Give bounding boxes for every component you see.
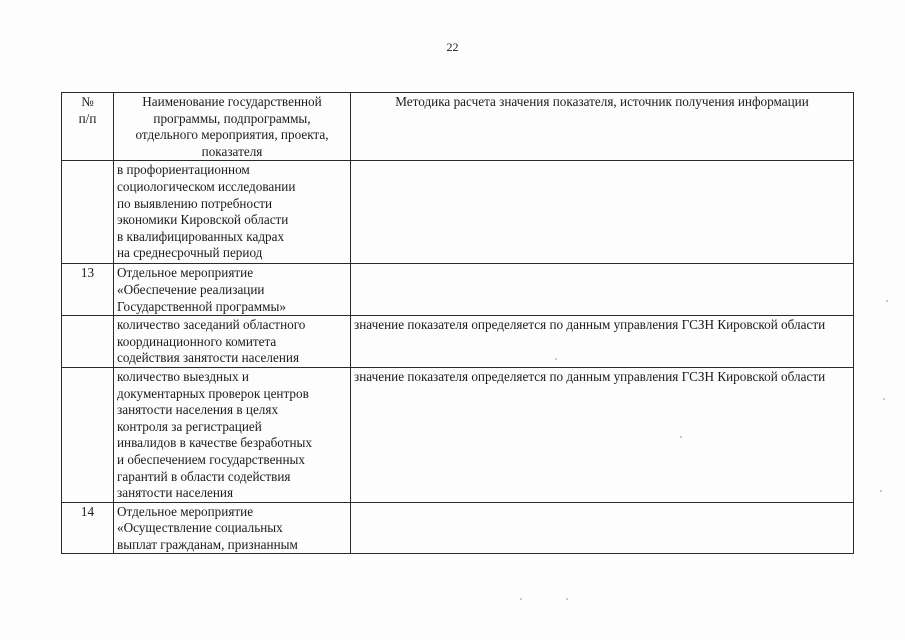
header-method-label: Методика расчета значения показателя, источник получения информации xyxy=(395,94,809,109)
indicator-table xyxy=(61,92,854,554)
row-name: Отдельное мероприятие «Осуществление социальных выплат гражданам, признанным xyxy=(117,503,298,552)
row-number: 14 xyxy=(80,503,95,519)
row-name-cell xyxy=(114,502,351,554)
row-number-cell xyxy=(62,502,114,554)
row-method-cell xyxy=(351,316,854,368)
page-number: 22 xyxy=(446,40,459,54)
table-row xyxy=(62,264,854,316)
row-method-cell xyxy=(351,367,854,502)
scan-speck xyxy=(680,436,682,438)
row-name-cell xyxy=(114,367,351,502)
row-name: количество выездных и документарных проверок центров занятости населения в целях контроля за регистрацией инвалидов в качестве безработных и обеспечением государственных гарантий в области содействия занятости населения xyxy=(117,368,312,501)
row-method-cell xyxy=(351,161,854,264)
table-row xyxy=(62,502,854,554)
table-header-row xyxy=(62,93,854,161)
header-method-cell xyxy=(351,93,854,161)
row-method-cell xyxy=(351,264,854,316)
scan-speck xyxy=(883,398,885,400)
row-method: значение показателя определяется по данным управления ГСЗН Кировской области xyxy=(354,368,826,384)
row-name-cell xyxy=(114,316,351,368)
header-name-cell xyxy=(114,93,351,161)
row-number-cell xyxy=(62,316,114,368)
table-row xyxy=(62,316,854,368)
table-row xyxy=(62,367,854,502)
row-name: в профориентационном социологическом исследовании по выявлению потребности экономики Кировской области в квалифицированных кадрах на среднесрочный период xyxy=(117,162,296,261)
row-method-cell xyxy=(351,502,854,554)
table-row xyxy=(62,161,854,264)
header-number-label: № п/п xyxy=(78,94,97,126)
row-name: количество заседаний областного координационного комитета содействия занятости населения xyxy=(117,317,306,366)
row-number: 13 xyxy=(80,265,95,281)
scan-speck xyxy=(566,598,568,600)
row-number-cell xyxy=(62,367,114,502)
scan-speck xyxy=(880,490,882,492)
row-number-cell xyxy=(62,264,114,316)
header-name-label: Наименование государственной программы, подпрограммы, отдельного мероприятия, проекта, показателя xyxy=(135,94,329,159)
row-name: Отдельное мероприятие «Обеспечение реализации Государственной программы» xyxy=(117,265,286,314)
row-name-cell xyxy=(114,264,351,316)
scan-speck xyxy=(520,598,522,600)
row-name-cell xyxy=(114,161,351,264)
scan-speck xyxy=(555,358,557,360)
row-number-cell xyxy=(62,161,114,264)
scan-speck xyxy=(886,300,888,302)
row-method: значение показателя определяется по данным управления ГСЗН Кировской области xyxy=(354,317,826,333)
header-number-cell xyxy=(62,93,114,161)
